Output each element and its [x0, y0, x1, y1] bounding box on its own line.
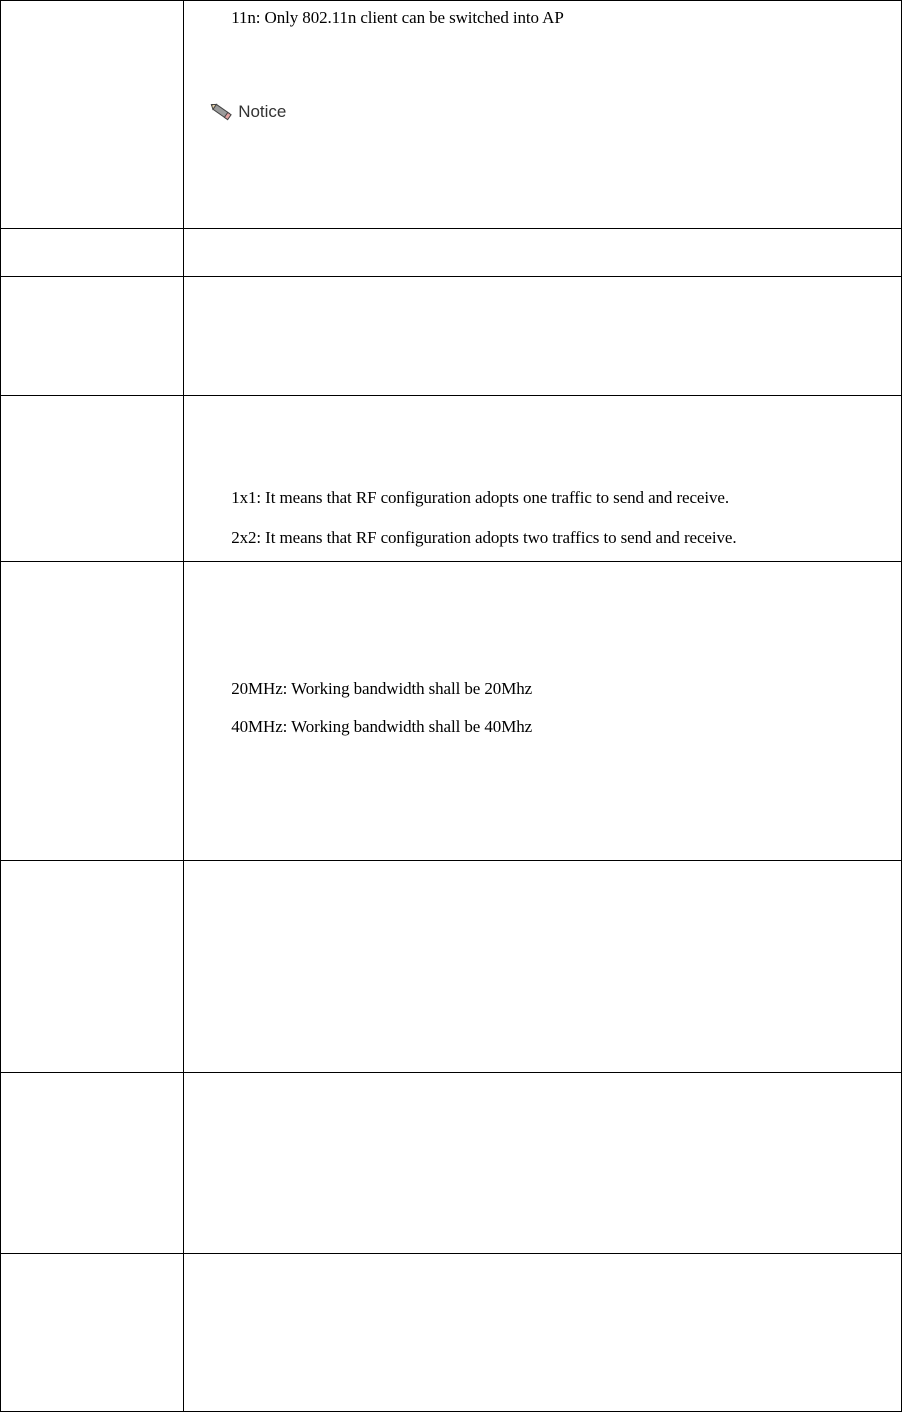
table-row — [1, 396, 902, 562]
param-name-cell — [1, 861, 184, 1073]
param-description-cell — [184, 1073, 902, 1254]
pencil-icon — [209, 102, 235, 122]
param-name-cell — [1, 1254, 184, 1412]
table-row — [1, 861, 902, 1073]
param-name-cell — [1, 229, 184, 277]
param-description-cell — [184, 277, 902, 396]
param-description-cell — [184, 861, 902, 1073]
param-description-cell — [184, 562, 902, 861]
description-line: 20MHz: Working bandwidth shall be 20Mhz — [231, 679, 533, 698]
table-row — [1, 1, 902, 229]
notice-callout — [209, 102, 286, 122]
param-description-cell — [184, 1254, 902, 1412]
param-name-cell — [1, 562, 184, 861]
table-row — [1, 1073, 902, 1254]
param-name-cell — [1, 396, 184, 562]
param-description-cell — [184, 396, 902, 562]
description-line: 40MHz: Working bandwidth shall be 40Mhz — [231, 717, 533, 736]
param-description-cell — [184, 229, 902, 277]
table-row — [1, 1254, 902, 1412]
table-row — [1, 277, 902, 396]
param-name-cell — [1, 277, 184, 396]
param-name-cell — [1, 1, 184, 229]
description-line: 1x1: It means that RF configuration adopts one traffic to send and receive. — [231, 488, 729, 507]
table-row — [1, 229, 902, 277]
table-row — [1, 562, 902, 861]
param-name-cell — [1, 1073, 184, 1254]
param-description-cell — [184, 1, 902, 229]
description-line: 11n: Only 802.11n client can be switched into AP — [231, 8, 564, 27]
description-line: 2x2: It means that RF configuration adopts two traffics to send and receive. — [231, 528, 737, 547]
notice-label: Notice — [238, 102, 287, 121]
